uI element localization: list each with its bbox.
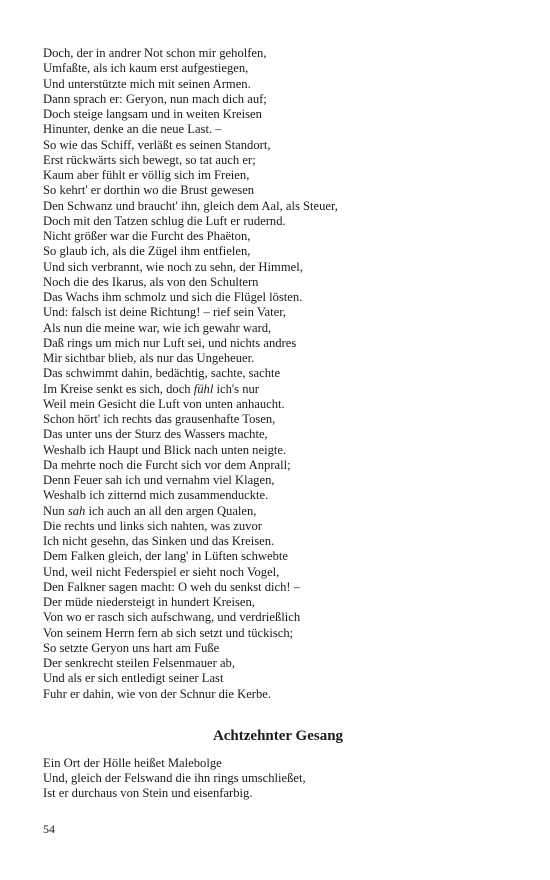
verse-text: Hinunter, denke an die neue Last. – <box>43 122 222 137</box>
verse-line <box>43 443 513 458</box>
verse-line <box>43 244 513 259</box>
verse-line <box>43 656 513 671</box>
verse-line <box>43 107 513 122</box>
verse-line <box>43 275 513 290</box>
verse-emphasis: fühl <box>193 381 214 396</box>
verse-text: Und unterstützte mich mit seinen Armen. <box>43 76 251 91</box>
verse-text: Und sich verbrannt, wie noch zu sehn, der Himmel, <box>43 259 303 274</box>
verse-text: Mir sichtbar blieb, als nur das Ungeheuer. <box>43 351 255 365</box>
verse-text: Doch mit den Tatzen schlug die Luft er rudernd. <box>43 213 286 228</box>
verse-text: Den Schwanz und braucht' ihn, gleich dem Aal, als Steuer, <box>43 198 338 213</box>
verse-line <box>43 61 513 76</box>
verse-text: Und als er sich entledigt seiner Last <box>43 671 224 686</box>
verse-line <box>43 77 513 92</box>
verse-line <box>43 92 513 107</box>
verse-text: Doch steige langsam und in weiten Kreisen <box>43 107 262 121</box>
verse-text: So wie das Schiff, verläßt es seinen Standort, <box>43 137 271 152</box>
verse-text: Der senkrecht steilen Felsenmauer ab, <box>43 656 235 670</box>
verse-line <box>43 771 513 786</box>
verse-text: Daß rings um mich nur Luft sei, und nichts andres <box>43 335 297 350</box>
verse-line <box>43 534 513 549</box>
verse-text: Schon hört' ich rechts das grausenhafte Tosen, <box>43 412 276 426</box>
verse-text: Und, weil nicht Federspiel er sieht noch Vogel, <box>43 564 280 579</box>
verse-text: Erst rückwärts sich bewegt, so tat auch er; <box>43 152 256 167</box>
verse-line <box>43 458 513 473</box>
verse-text: Ich nicht gesehn, das Sinken und das Kreisen. <box>43 534 275 548</box>
verse-text: Von seinem Herrn fern ab sich setzt und tückisch; <box>43 625 294 640</box>
verse-line <box>43 595 513 610</box>
verse-line <box>43 168 513 183</box>
verse-text: So setzte Geryon uns hart am Fuße <box>43 640 220 655</box>
verse-line <box>43 671 513 686</box>
verse-line <box>43 626 513 641</box>
verse-line <box>43 565 513 580</box>
verse-text: Die rechts und links sich nahten, was zuvor <box>43 518 262 533</box>
verse-text: Das unter uns der Sturz des Wassers machte, <box>43 427 268 442</box>
verse-line <box>43 153 513 168</box>
verse-line <box>43 321 513 336</box>
verse-text: ich auch an all den argen Qualen, <box>85 503 257 518</box>
verse-line <box>43 305 513 320</box>
verse-line <box>43 641 513 656</box>
verse-block-canto-17 <box>43 46 513 702</box>
verse-line <box>43 382 513 397</box>
verse-line <box>43 260 513 275</box>
verse-line <box>43 183 513 198</box>
verse-text: Dann sprach er: Geryon, nun mach dich auf; <box>43 91 267 106</box>
verse-block-canto-18 <box>43 756 513 802</box>
book-page <box>43 46 513 802</box>
verse-text: Da mehrte noch die Furcht sich vor dem Anprall; <box>43 457 291 472</box>
verse-line <box>43 473 513 488</box>
verse-text: Ist er durchaus von Stein und eisenfarbig. <box>43 786 253 801</box>
verse-text: Das schwimmt dahin, bedächtig, sachte, sachte <box>43 366 281 381</box>
verse-line <box>43 427 513 442</box>
verse-text: ich's nur <box>213 381 259 396</box>
verse-line <box>43 290 513 305</box>
verse-line <box>43 412 513 427</box>
verse-line <box>43 199 513 214</box>
verse-text: Kaum aber fühlt er völlig sich im Freien, <box>43 168 250 182</box>
verse-text: Dem Falken gleich, der lang' in Lüften schwebte <box>43 549 288 564</box>
verse-line <box>43 504 513 519</box>
verse-line <box>43 610 513 625</box>
verse-text: Doch, der in andrer Not schon mir geholfen, <box>43 46 267 60</box>
verse-text: Denn Feuer sah ich und vernahm viel Klagen, <box>43 473 275 487</box>
verse-line <box>43 397 513 412</box>
verse-line <box>43 214 513 229</box>
verse-text: Und, gleich der Felswand die ihn rings umschließet, <box>43 771 306 785</box>
verse-text: Im Kreise senkt es sich, doch <box>43 381 194 396</box>
verse-text: Ein Ort der Hölle heißet Malebolge <box>43 755 222 770</box>
verse-line <box>43 488 513 503</box>
verse-text: Weshalb ich zitternd mich zusammenduckte. <box>43 488 269 503</box>
page-number: 54 <box>43 822 55 836</box>
verse-text: Das Wachs ihm schmolz und sich die Flügel lösten. <box>43 290 303 304</box>
verse-text: Fuhr er dahin, wie von der Schnur die Kerbe. <box>43 686 272 701</box>
verse-text: Von wo er rasch sich aufschwang, und verdrießlich <box>43 610 301 625</box>
verse-text: Als nun die meine war, wie ich gewahr ward, <box>43 320 272 335</box>
verse-line <box>43 519 513 534</box>
verse-line <box>43 46 513 61</box>
verse-line <box>43 756 513 771</box>
verse-text: So glaub ich, als die Zügel ihm entfielen, <box>43 244 251 259</box>
verse-text: Weshalb ich Haupt und Blick nach unten neigte. <box>43 442 287 457</box>
verse-text: Umfaßte, als ich kaum erst aufgestiegen, <box>43 61 249 76</box>
verse-line <box>43 138 513 153</box>
verse-line <box>43 366 513 381</box>
verse-line <box>43 786 513 801</box>
verse-line <box>43 580 513 595</box>
verse-text: Den Falkner sagen macht: O weh du senkst dich! – <box>43 579 301 594</box>
verse-line <box>43 336 513 351</box>
verse-line <box>43 549 513 564</box>
verse-line <box>43 122 513 137</box>
verse-text: Weil mein Gesicht die Luft von unten anhaucht. <box>43 396 285 411</box>
canto-heading: Achtzehnter Gesang <box>212 727 344 744</box>
verse-text: Nun <box>43 503 68 518</box>
verse-emphasis: sah <box>67 503 86 518</box>
verse-line <box>43 687 513 702</box>
verse-line <box>43 351 513 366</box>
verse-text: So kehrt' er dorthin wo die Brust gewesen <box>43 183 255 198</box>
verse-text: Nicht größer war die Furcht des Phaëton, <box>43 229 251 243</box>
verse-text: Und: falsch ist deine Richtung! – rief sein Vater, <box>43 305 287 320</box>
verse-line <box>43 229 513 244</box>
verse-text: Der müde niedersteigt in hundert Kreisen, <box>43 595 255 609</box>
verse-text: Noch die des Ikarus, als von den Schultern <box>43 274 259 289</box>
